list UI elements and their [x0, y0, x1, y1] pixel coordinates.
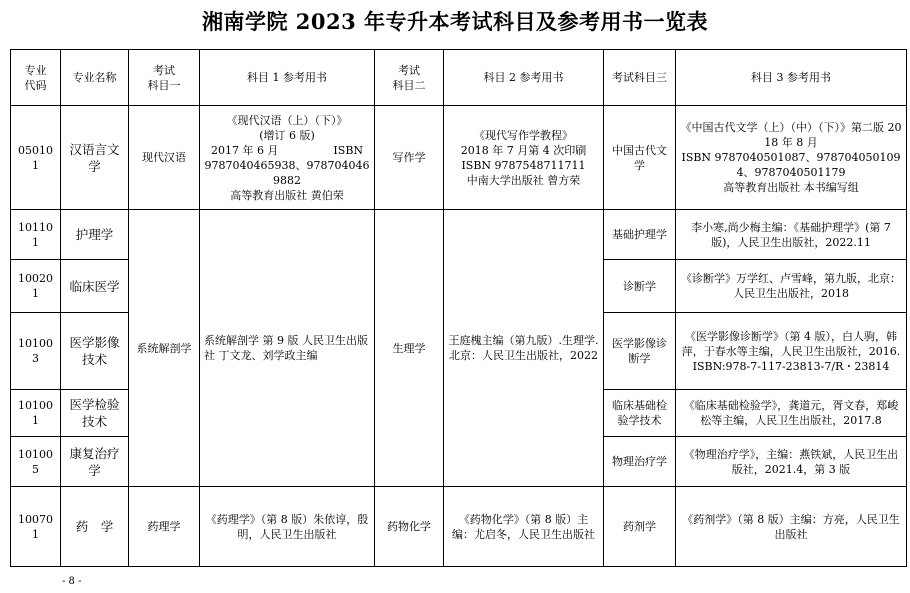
exam-subject-2: 生理学 [375, 210, 444, 487]
major-name: 医学检验技术 [61, 390, 129, 437]
reference-book-1: 《药理学》（第 8 版）朱依谆，殷明，人民卫生出版社 [200, 487, 375, 567]
reference-book-3: 《中国古代文学（上）（中）（下）》第二版 2018 年 8 月 ISBN 9787040501087、9787040501094、9787040501179 高等教育出版社 本书编写组 [676, 106, 907, 210]
exam-subject-1: 现代汉语 [129, 106, 200, 210]
major-name: 康复治疗学 [61, 437, 129, 487]
major-name: 临床医学 [61, 260, 129, 313]
reference-book-2: 王庭槐主编（第九版）.生理学.北京：人民卫生出版社，2022 [444, 210, 604, 487]
exam-subject-2: 写作学 [375, 106, 444, 210]
exam-subject-3: 医学影像诊断学 [604, 313, 676, 390]
exam-subjects-table [10, 49, 907, 567]
exam-subject-3: 基础护理学 [604, 210, 676, 260]
exam-subject-3: 诊断学 [604, 260, 676, 313]
reference-book-3: 《诊断学》万学红、卢雪峰，第九版，北京：人民卫生出版社，2018 [676, 260, 907, 313]
major-code: 101001 [11, 390, 61, 437]
major-name: 药 学 [61, 487, 129, 567]
reference-book-3: 《医学影像诊断学》（第 4 版），白人驹，韩萍，于春水等主编，人民卫生出版社，2016. ISBN:978-7-117-23813-7/R・23814 [676, 313, 907, 390]
major-code: 101101 [11, 210, 61, 260]
exam-subject-3: 药剂学 [604, 487, 676, 567]
reference-book-2: 《现代写作学教程》 2018 年 7 月第 4 次印刷 ISBN 9787548711711 中南大学出版社 曾方荣 [444, 106, 604, 210]
header-major-name: 专业名称 [61, 50, 129, 106]
exam-subject-3: 物理治疗学 [604, 437, 676, 487]
major-code: 100201 [11, 260, 61, 313]
major-code: 101005 [11, 437, 61, 487]
table-row [11, 210, 907, 260]
major-name: 医学影像技术 [61, 313, 129, 390]
reference-book-3: 《物理治疗学》，主编：燕铁斌，人民卫生出版社，2021.4，第 3 版 [676, 437, 907, 487]
table-header-row [11, 50, 907, 106]
reference-book-2: 《药物化学》（第 8 版）主编：尤启冬，人民卫生出版社 [444, 487, 604, 567]
major-code: 101003 [11, 313, 61, 390]
table-row [11, 487, 907, 567]
exam-subject-1: 系统解剖学 [129, 210, 200, 487]
header-exam-subject-3: 考试科目三 [604, 50, 676, 106]
table-row [11, 106, 907, 210]
major-code: 100701 [11, 487, 61, 567]
header-exam-subject-1: 考试 科目一 [129, 50, 200, 106]
page-title: 湘南学院 2023 年专升本考试科目及参考用书一览表 [201, 9, 709, 34]
reference-book-1: 《现代汉语（上）（下）》 (增订 6 版) 2017 年 6 月 ISBN 9787040465938、9787040469882 高等教育出版社 黄伯荣 [200, 106, 375, 210]
exam-subject-1: 药理学 [129, 487, 200, 567]
reference-book-1: 系统解剖学 第 9 版 人民卫生出版社 丁文龙、刘学政主编 [200, 210, 375, 487]
header-major-code: 专业 代码 [11, 50, 61, 106]
page-number: - 8 - [62, 576, 82, 587]
major-name: 护理学 [61, 210, 129, 260]
reference-book-3: 李小寒,尚少梅主编：《基础护理学》(第 7 版)，人民卫生出版社，2022.11 [676, 210, 907, 260]
exam-subject-3: 临床基础检验学技术 [604, 390, 676, 437]
header-reference-book-1: 科目 1 参考用书 [200, 50, 375, 106]
major-name: 汉语言文学 [61, 106, 129, 210]
reference-book-3: 《临床基础检验学》，龚道元，胥文春，郑峻松等主编，人民卫生出版社，2017.8 [676, 390, 907, 437]
reference-book-3: 《药剂学》（第 8 版）主编：方亮，人民卫生出版社 [676, 487, 907, 567]
header-exam-subject-2: 考试 科目二 [375, 50, 444, 106]
header-reference-book-2: 科目 2 参考用书 [444, 50, 604, 106]
major-code: 050101 [11, 106, 61, 210]
exam-subject-3: 中国古代文学 [604, 106, 676, 210]
exam-subject-2: 药物化学 [375, 487, 444, 567]
header-reference-book-3: 科目 3 参考用书 [676, 50, 907, 106]
